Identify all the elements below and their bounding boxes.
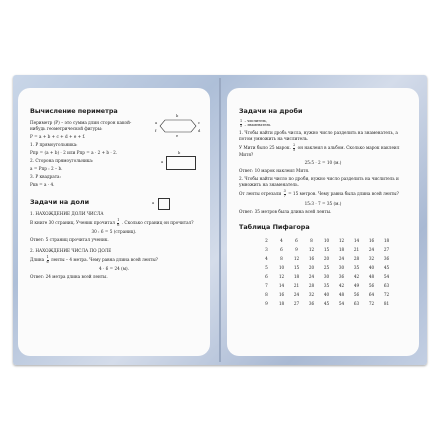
- part1-calc: 30 : 6 = 5 (страниц).: [91, 229, 137, 235]
- table-cell: 40: [323, 291, 330, 297]
- table-cell: 27: [383, 246, 390, 252]
- left-page: [18, 88, 210, 356]
- table-cell: 40: [368, 264, 375, 270]
- hex-label: d: [198, 129, 201, 133]
- hex-label: e: [176, 134, 179, 138]
- square-formula: Pкв = a · 4.: [30, 182, 55, 187]
- table-cell: 72: [383, 291, 390, 297]
- fraction-notation-note: $\frac{1}{5}$ – числитель, – знаменатель.: [240, 119, 272, 128]
- table-cell: 30: [323, 273, 330, 279]
- table-cell: 27: [293, 300, 300, 306]
- table-cell: 81: [383, 300, 390, 306]
- table-cell: 30: [338, 264, 345, 270]
- table-cell: 28: [308, 282, 315, 288]
- table-cell: 18: [338, 246, 345, 252]
- rect-side-formula: a = Pпр : 2 – b.: [30, 166, 63, 171]
- rect-heading: 1. P прямоугольника:: [30, 142, 78, 147]
- table-cell: 24: [338, 255, 345, 261]
- table-row: [259, 254, 394, 263]
- rect-label: a: [161, 160, 164, 164]
- row-header-cell: 2: [265, 237, 268, 243]
- table-cell: 32: [368, 255, 375, 261]
- table-cell: 49: [353, 282, 360, 288]
- table-row: [259, 272, 394, 281]
- hexagon-figure: [159, 119, 197, 133]
- hex-label: c: [198, 121, 201, 125]
- table-cell: 48: [368, 273, 375, 279]
- table-cell: 14: [278, 282, 285, 288]
- square-label: a: [152, 201, 155, 205]
- table-cell: 12: [293, 255, 300, 261]
- table-cell: 63: [353, 300, 360, 306]
- part2-problem: Длина $\frac{1}{6}$ ленты – 4 метра. Чему равна длина всей ленты?: [30, 255, 158, 264]
- task2-answer: Ответ: 35 метров была длина всей ленты.: [239, 208, 332, 214]
- table-cell: 54: [383, 273, 390, 279]
- table-cell: 36: [383, 255, 390, 261]
- table-cell: 9: [295, 246, 298, 252]
- table-cell: 20: [308, 264, 315, 270]
- table-cell: 63: [383, 282, 390, 288]
- table-cell: 24: [293, 291, 300, 297]
- pythagoras-table: [259, 236, 394, 308]
- part1-heading: 1. НАХОЖДЕНИЕ ДОЛИ ЧИСЛА: [30, 211, 104, 216]
- table-cell: 54: [338, 300, 345, 306]
- table-cell: 42: [338, 282, 345, 288]
- binder-spine: [219, 78, 221, 362]
- table-cell: 18: [293, 273, 300, 279]
- rect-label: b: [178, 151, 181, 155]
- table-cell: 14: [353, 237, 360, 243]
- table-cell: 6: [295, 237, 298, 243]
- table-cell: 72: [368, 300, 375, 306]
- rect-formula: Pпр = (a + b) · 2 или Pпр = a · 2 + b · 2.: [30, 150, 118, 155]
- part1-answer: Ответ: 5 страниц прочитал ученик.: [30, 237, 109, 243]
- table-cell: 56: [353, 291, 360, 297]
- row-header-cell: 9: [265, 300, 268, 306]
- perimeter-definition: Периметр (P) – это сумма длин сторон какой-нибудь геометрической фигуры:: [30, 120, 132, 131]
- table-cell: 12: [308, 246, 315, 252]
- table-row: [259, 245, 394, 254]
- task1-answer: Ответ: 10 марок наклеил Митя.: [239, 168, 310, 174]
- hex-label: f: [155, 129, 157, 133]
- part1-problem: В книге 30 страниц. Ученик прочитал $\frac{1}{6}$ . Сколько страниц он прочитал?: [30, 218, 194, 227]
- task2-calc: 15:3 · 7 = 35 (м.): [304, 200, 342, 206]
- fraction: $\frac{1}{5}$: [240, 119, 243, 128]
- table-row: [259, 263, 394, 272]
- table-cell: 6: [280, 246, 283, 252]
- right-page: [227, 88, 419, 356]
- perimeter-formula: P = a + b + c + d + e + f.: [30, 134, 86, 139]
- table-cell: 8: [310, 237, 313, 243]
- table-row: [259, 299, 394, 308]
- rect-side-heading: 2. Сторона прямоугольника:: [30, 158, 94, 163]
- table-cell: 18: [278, 300, 285, 306]
- table-cell: 32: [308, 291, 315, 297]
- table-cell: 35: [323, 282, 330, 288]
- table-cell: 18: [383, 237, 390, 243]
- rectangle-figure: [166, 156, 196, 170]
- part2-answer: Ответ: 24 метра длина всей ленты.: [30, 274, 108, 280]
- table-cell: 15: [293, 264, 300, 270]
- table-cell: 21: [293, 282, 300, 288]
- square-figure: [158, 198, 170, 210]
- perimeter-title: Вычисление периметра: [30, 107, 118, 115]
- table-cell: 45: [323, 300, 330, 306]
- task2-rule: 2. Чтобы найти число по дроби, нужно число разделить на числитель и умножить на знаменатель.: [239, 176, 399, 188]
- table-cell: 64: [368, 291, 375, 297]
- parts-title: Задачи на доли: [30, 198, 90, 206]
- hex-label: b: [176, 114, 179, 118]
- table-cell: 4: [280, 237, 283, 243]
- table-cell: 16: [308, 255, 315, 261]
- fraction: $\frac{2}{5}$: [293, 143, 296, 152]
- table-cell: 24: [368, 246, 375, 252]
- table-cell: 24: [308, 273, 315, 279]
- table-row: [259, 236, 394, 245]
- fraction: $\frac{3}{7}$: [283, 189, 286, 198]
- table-cell: 16: [278, 291, 285, 297]
- task1-calc: 25:5 · 2 = 10 (м.): [304, 160, 342, 166]
- fraction: $\frac{1}{6}$: [46, 255, 49, 264]
- table-row: [259, 281, 394, 290]
- row-header-cell: 6: [265, 273, 268, 279]
- row-header-cell: 7: [265, 282, 268, 288]
- table-row: [259, 290, 394, 299]
- table-cell: 48: [338, 291, 345, 297]
- fractions-title: Задачи на дроби: [239, 107, 303, 115]
- table-cell: 36: [338, 273, 345, 279]
- table-cell: 10: [278, 264, 285, 270]
- task1-problem: У Мити было 25 марок. $\frac{2}{5}$ он наклеил в альбом. Сколько марок наклеил Митя?: [239, 143, 400, 158]
- table-cell: 42: [353, 273, 360, 279]
- hex-label: a: [155, 121, 158, 125]
- pythagoras-title: Таблица Пифагора: [239, 222, 310, 231]
- square-heading: 3. P квадрата:: [30, 174, 61, 179]
- row-header-cell: 5: [265, 264, 268, 270]
- table-cell: 25: [323, 264, 330, 270]
- part2-heading: 2. НАХОЖДЕНИЕ ЧИСЛА ПО ДОЛЕ: [30, 248, 112, 254]
- table-cell: 15: [323, 246, 330, 252]
- row-header-cell: 3: [265, 246, 268, 252]
- table-cell: 10: [323, 237, 330, 243]
- table-cell: 20: [323, 255, 330, 261]
- fraction: $\frac{1}{6}$: [117, 218, 120, 227]
- table-cell: 8: [280, 255, 283, 261]
- table-cell: 56: [368, 282, 375, 288]
- table-cell: 45: [383, 264, 390, 270]
- table-cell: 35: [353, 264, 360, 270]
- task2-problem: От ленты отрезали $\frac{3}{7}$ = 15 метров. Чему равна была длина всей ленты?: [239, 189, 399, 198]
- table-cell: 36: [308, 300, 315, 306]
- row-header-cell: 4: [265, 255, 268, 261]
- part2-calc: 4 · 6 = 24 (м).: [98, 266, 129, 272]
- table-cell: 28: [353, 255, 360, 261]
- task1-rule: 1. Чтобы найти дробь числа, нужно число разделить на знаменатель, а потом умножить на числитель.: [239, 130, 398, 142]
- table-cell: 16: [368, 237, 375, 243]
- row-header-cell: 8: [265, 291, 268, 297]
- table-cell: 12: [278, 273, 285, 279]
- table-cell: 12: [338, 237, 345, 243]
- table-cell: 21: [353, 246, 360, 252]
